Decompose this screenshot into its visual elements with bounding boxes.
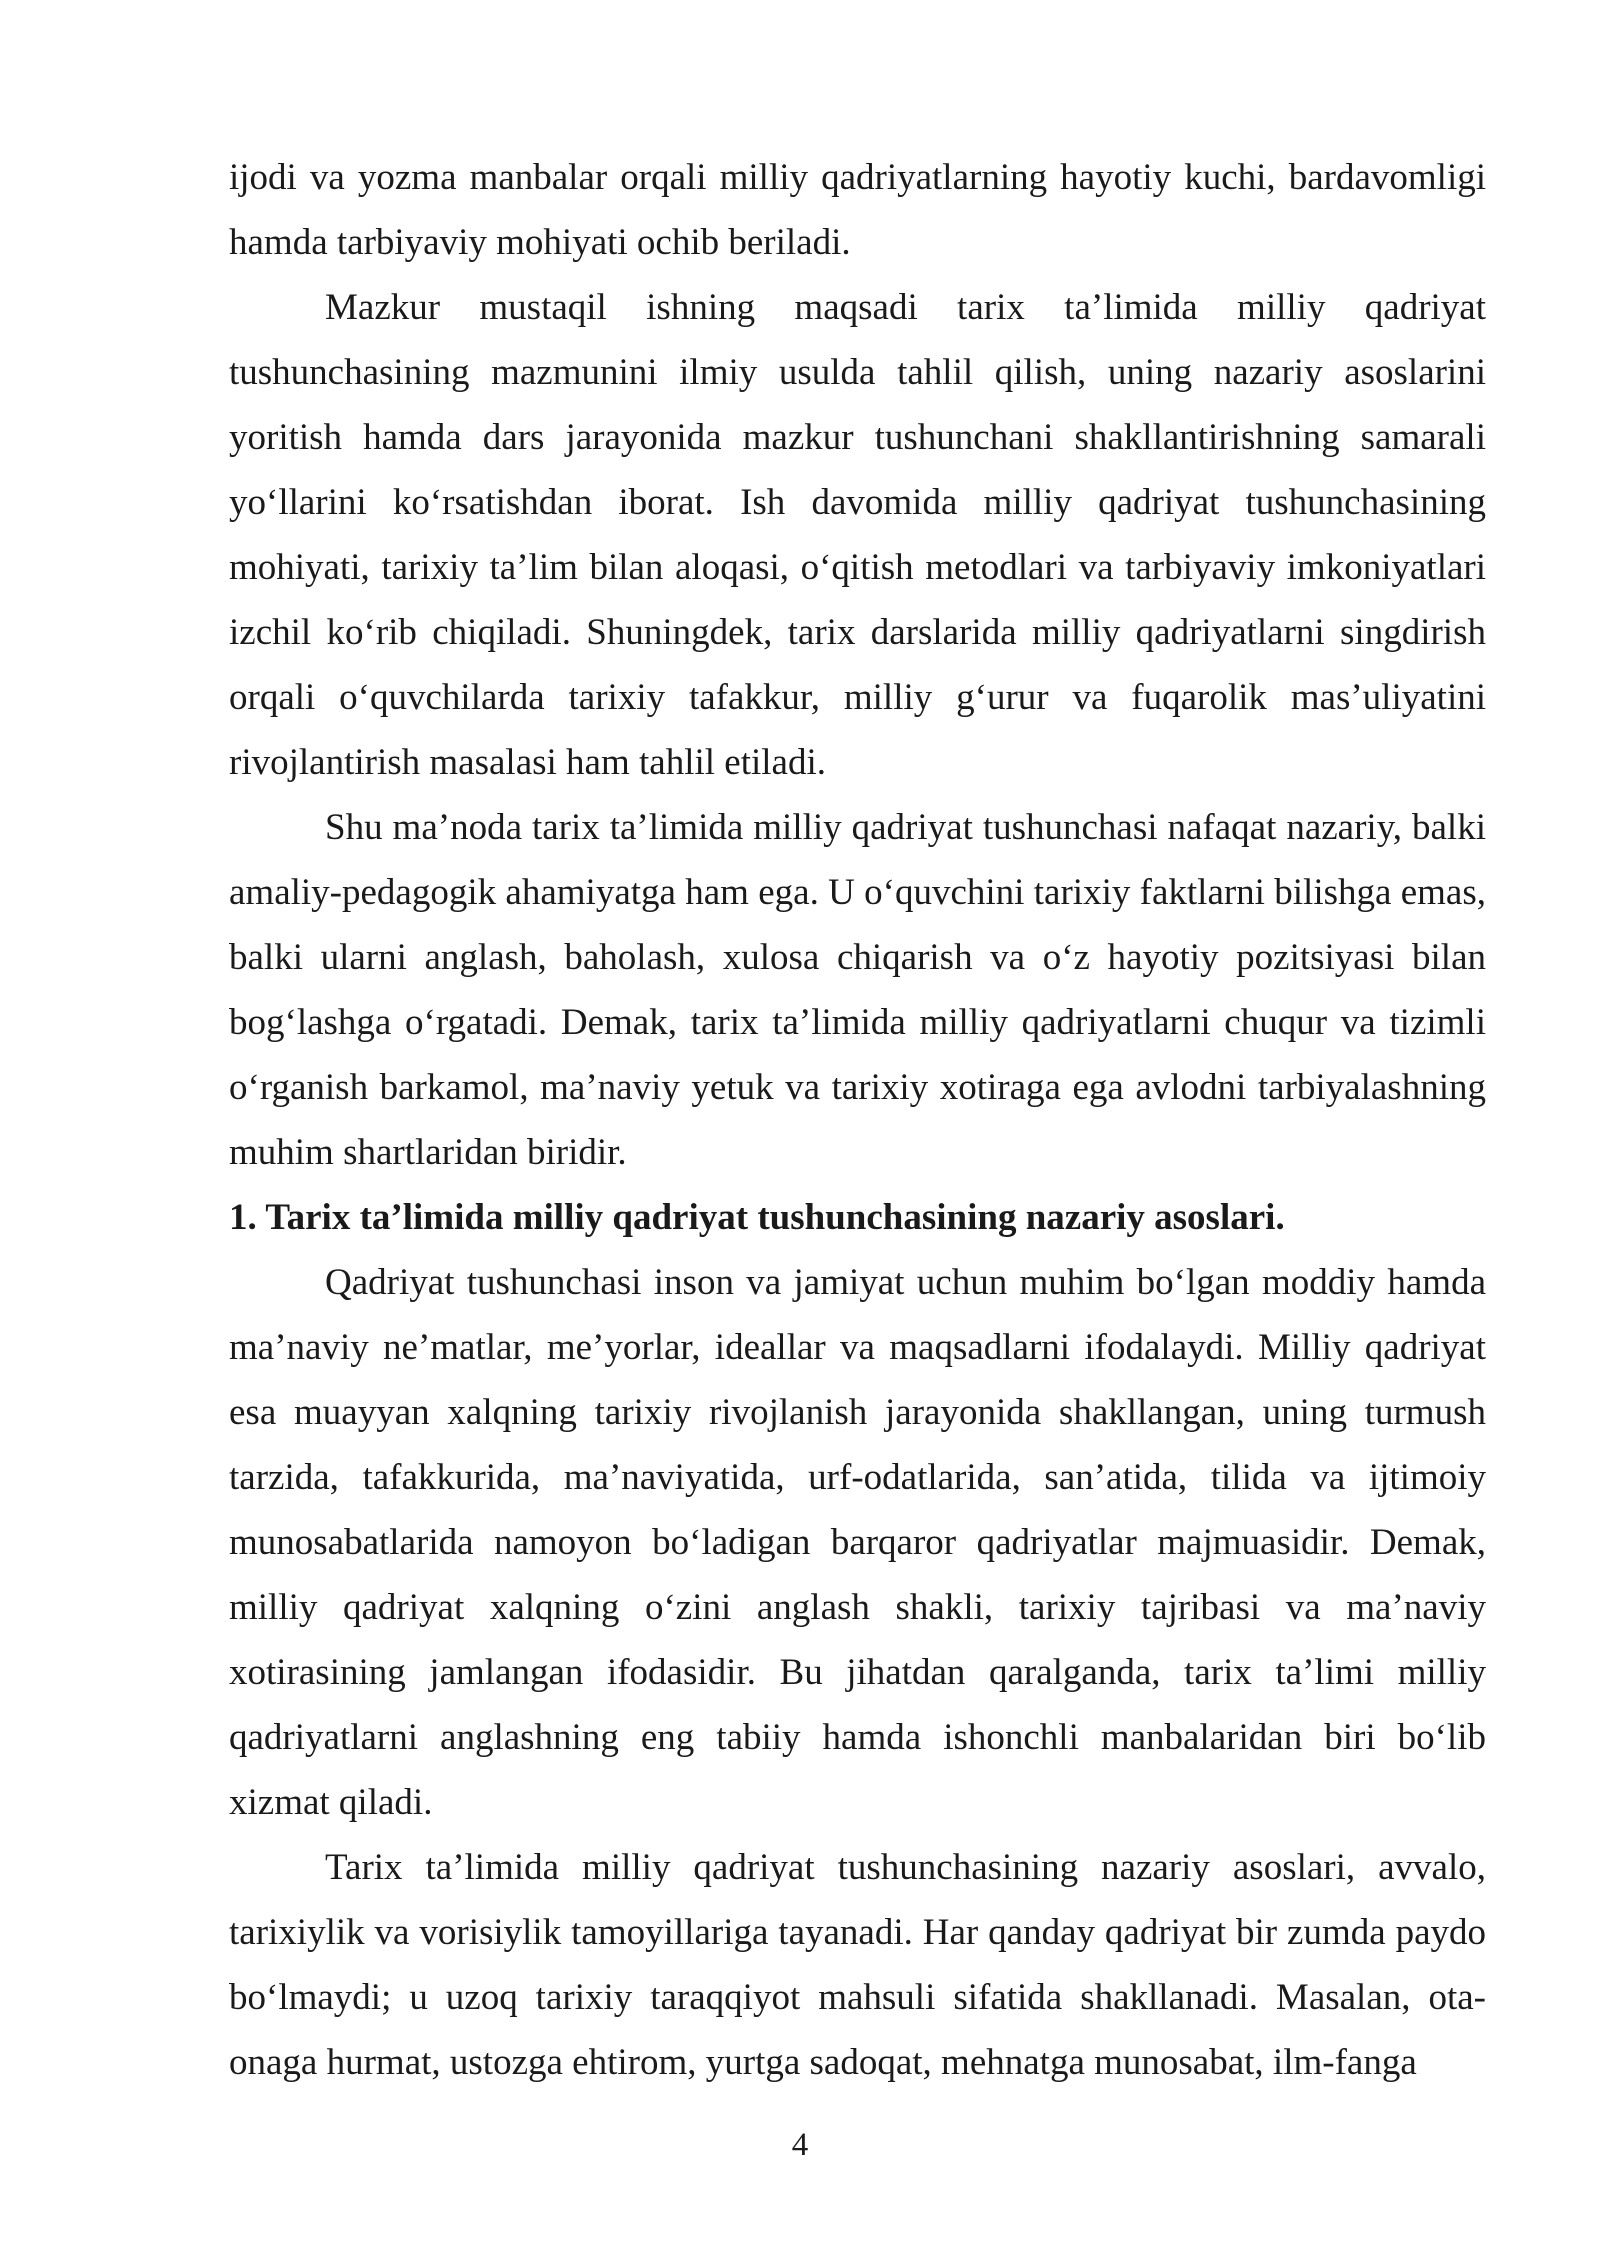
page-number: 4 bbox=[791, 2127, 809, 2163]
paragraph-significance: Shu ma’noda tarix ta’limida milliy qadriyat tushunchasi nafaqat nazariy, balki amaliy-pedagogik ahamiyatga ham ega. U o‘quvchini tarixiy faktlarni bilishga emas, balki ularni anglash, baholash, xulosa chiqarish va o‘z hayotiy pozitsiyasi bilan bog‘lashga o‘rgatadi. Demak, tarix ta’limida milliy qadriyatlarni chuqur va tizimli o‘rganish barkamol, ma’naviy yetuk va tarixiy xotiraga ega avlodni tarbiyalashning muhim shartlaridan biridir. bbox=[229, 807, 1486, 1173]
paragraph-purpose: Mazkur mustaqil ishning maqsadi tarix ta’limida milliy qadriyat tushunchasining mazmunini ilmiy usulda tahlil qilish, uning nazariy asoslarini yoritish hamda dars jarayonida mazkur tushunchani shakllantirishning samarali yo‘llarini ko‘rsatishdan iborat. Ish davomida milliy qadriyat tushunchasining mohiyati, tarixiy ta’lim bilan aloqasi, o‘qitish metodlari va tarbiyaviy imkoniyatlari izchil ko‘rib chiqiladi. Shuningdek, tarix darslarida milliy qadriyatlarni singdirish orqali o‘quvchilarda tarixiy tafakkur, milliy g‘urur va fuqarolik mas’uliyatini rivojlantirish masalasi ham tahlil etiladi. bbox=[229, 287, 1486, 783]
paragraph-definition: Qadriyat tushunchasi inson va jamiyat uchun muhim bo‘lgan moddiy hamda ma’naviy ne’matlar, me’yorlar, ideallar va maqsadlarni ifodalaydi. Milliy qadriyat esa muayyan xalqning tarixiy rivojlanish jarayonida shakllangan, uning turmush tarzida, tafakkurida, ma’naviyatida, urf-odatlarida, san’atida, tilida va ijtimoiy munosabatlarida namoyon bo‘ladigan barqaror qadriyatlar majmuasidir. Demak, milliy qadriyat xalqning o‘zini anglash shakli, tarixiy tajribasi va ma’naviy xotirasining jamlangan ifodasidir. Bu jihatdan qaralganda, tarix ta’limi milliy qadriyatlarni anglashning eng tabiiy hamda ishonchli manbalaridan biri bo‘lib xizmat qiladi. bbox=[229, 1262, 1486, 1823]
paragraph-continuation: ijodi va yozma manbalar orqali milliy qadriyatlarning hayotiy kuchi, bardavomligi hamda tarbiyaviy mohiyati ochib beriladi. bbox=[229, 157, 1486, 263]
document-body bbox=[229, 145, 1486, 2095]
paragraph-principles: Tarix ta’limida milliy qadriyat tushunchasining nazariy asoslari, avvalo, tarixiylik va vorisiylik tamoyillariga tayanadi. Har qanday qadriyat bir zumda paydo bo‘lmaydi; u uzoq tarixiy taraqqiyot mahsuli sifatida shakllanadi. Masalan, ota-onaga hurmat, ustozga ehtirom, yurtga sadoqat, mehnatga munosabat, ilm-fanga bbox=[229, 1847, 1486, 2083]
section-heading: 1. Tarix ta’limida milliy qadriyat tushunchasining nazariy asoslari. bbox=[229, 1197, 1285, 1238]
